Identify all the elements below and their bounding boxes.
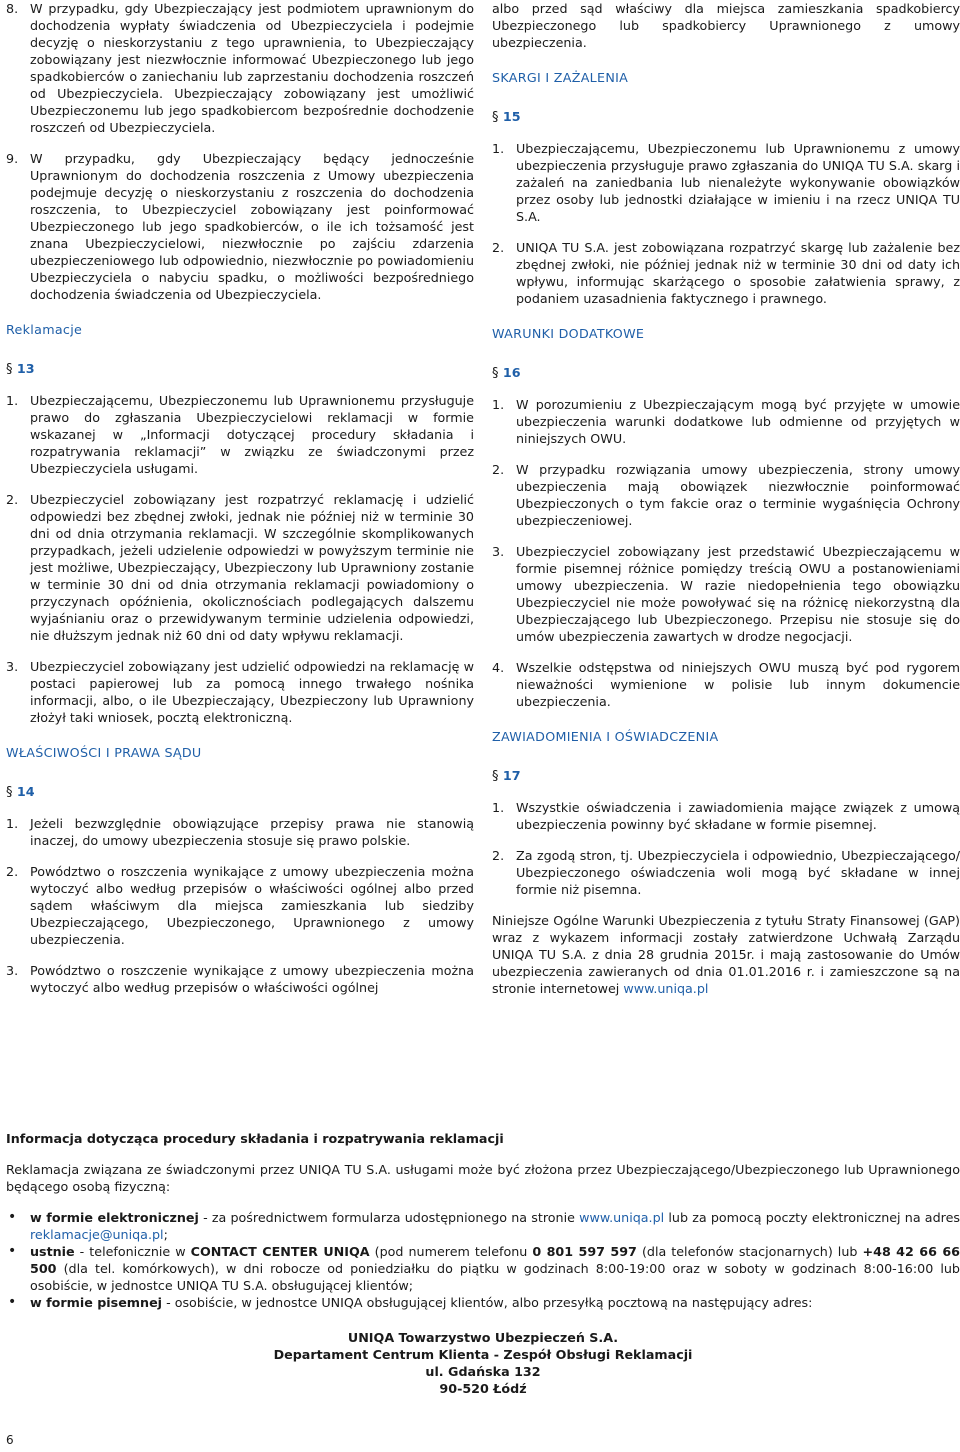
item-13-2: 2. Ubezpieczyciel zobowiązany jest rozpatrzyć reklamację i udzielić odpowiedzi bez zbędnej zwłoki, jednak nie później niż w terminie 30 dni od dnia otrzymania reklamacji. W szczególnie skomplikowanych przypadkach, jeżeli udzielenie odpowiedzi w powyższym terminie nie jest możliwe, Ubezpieczający, Ubezpieczony lub Uprawniony zostanie w terminie 30 dni od dnia otrzymania reklamacji powiadomiony o przyczynach opóźnienia, okolicznościach podlegających dalszemu wyjaśnianiu oraz o przewidywanym terminie udzielenia odpowiedzi, nie dłuższym jednak niż 60 dni od daty wpływu reklamacji. — [6, 492, 474, 643]
reklamacje-email-link[interactable]: reklamacje@uniqa.pl — [30, 1227, 164, 1242]
paragraph-marker-14: § 14 — [6, 784, 35, 800]
postal-address: UNIQA Towarzystwo Ubezpieczeń S.A. Departament Centrum Klienta - Zespół Obsługi Reklamacji ul. Gdańska 132 90-520 Łódź — [273, 1330, 693, 1396]
left-column — [6, 0, 474, 1010]
item-8 — [6, 0, 474, 136]
section-heading-zawiadomienia: ZAWIADOMIENIA I OŚWIADCZENIA — [492, 729, 719, 744]
complaint-channels-list — [6, 1209, 960, 1311]
uniqa-form-link[interactable]: www.uniqa.pl — [579, 1210, 665, 1225]
item-13-1: 1. Ubezpieczającemu, Ubezpieczonemu lub Uprawnionemu przysługuje prawo do zgłaszania Ubezpieczycielowi reklamacji w formie wskazanej w „Informacji dotyczącej procedury składania i rozpatrywania reklamacji” w związku ze świadczonymi przez Ubezpieczyciela usługami. — [6, 393, 474, 476]
channel-written: • w formie pisemnej - osobiście, w jednostce UNIQA obsługującej klientów, albo przesyłką pocztową na następujący adres: — [6, 1294, 960, 1311]
paragraph-marker-16: § 16 — [492, 365, 521, 381]
item-number: 8. — [6, 1, 19, 16]
uniqa-website-link[interactable]: www.uniqa.pl — [623, 981, 709, 996]
section-heading-warunki: WARUNKI DODATKOWE — [492, 326, 645, 341]
paragraph-marker-13: § 13 — [6, 361, 35, 377]
paragraph-marker-17: § 17 — [492, 768, 521, 784]
item-13-3: 3. Ubezpieczyciel zobowiązany jest udzielić odpowiedzi na reklamację w postaci papierowej lub za pomocą innego trwałego nośnika informacji, albo, o ile Ubezpieczający, Ubezpieczony lub Uprawniony złożył taki wniosek, pocztą elektroniczną. — [6, 659, 474, 725]
right-column — [492, 0, 960, 1011]
item-15-2: 2. UNIQA TU S.A. jest zobowiązana rozpatrzyć skargę lub zażalenie bez zbędnej zwłoki, nie później jednak niż w terminie 30 dni od daty ich wpływu, informując skarżącego o sposobie załatwienia sprawy, z podaniem uzasadnienia faktycznego i prawnego. — [492, 240, 960, 306]
page-number: 6 — [6, 1433, 14, 1447]
info-intro: Reklamacja związana ze świadczonymi przez UNIQA TU S.A. usługami może być złożona przez Ubezpieczającego/Ubezpieczonego lub Uprawnionego będącego osobą fizyczną: — [6, 1162, 960, 1194]
item-text: W przypadku, gdy Ubezpieczający będący jednocześnie Uprawnionym do dochodzenia roszczenia z Umowy ubezpieczenia podejmuje decyzję o nieskorzystaniu z roszczenia do dochodzenia roszczenia, to Ubezpieczyciel zobowiązany jest poinformować Ubezpieczonego lub jego spadkobierców, o ile ich tożsamość jest znana Ubezpieczycielowi, niezwłocznie po zajściu zdarzenia ubezpieczeniowego lub odpowiednio, niezwłocznie po powiadomieniu Ubezpieczyciela o nabyciu spadku, o możliwości bezpośredniego dochodzenia świadczenia od Ubezpieczyciela. — [30, 151, 474, 302]
item-17-1: 1. Wszystkie oświadczenia i zawiadomienia mające związek z umową ubezpieczenia powinny być składane w formie pisemnej. — [492, 800, 960, 832]
complaint-procedure-info — [6, 1130, 960, 1397]
item-14-2: 2. Powództwo o roszczenia wynikające z umowy ubezpieczenia można wytoczyć albo według przepisów o właściwości ogólnej albo przed sądem właściwym dla miejsca zamieszkania lub siedziby Ubezpieczającego, Ubezpieczonego, Uprawnionego z umowy ubezpieczenia. — [6, 864, 474, 947]
item-16-2: 2. W przypadku rozwiązania umowy ubezpieczenia, strony umowy ubezpieczenia mają obowiązek niezwłocznie poinformować Ubezpieczonych o tym fakcie oraz o terminie wygaśnięcia Ochrony ubezpieczeniowej. — [492, 462, 960, 528]
info-title: Informacja dotycząca procedury składania i rozpatrywania reklamacji — [6, 1131, 504, 1146]
item-15-1: 1. Ubezpieczającemu, Ubezpieczonemu lub Uprawnionemu z umowy ubezpieczenia przysługuje prawo zgłaszania do UNIQA TU S.A. skarg i zażaleń na zaniedbania lub nienależyte wykonywanie obowiązków przez osoby lub jednostki działające w imieniu i na rzecz UNIQA TU S.A. — [492, 141, 960, 224]
item-16-4: 4. Wszelkie odstępstwa od niniejszych OWU muszą być pod rygorem nieważności wymienione w polisie lub innym dokumencie ubezpieczenia. — [492, 660, 960, 709]
section-heading-reklamacje: Reklamacje — [6, 322, 83, 337]
item-16-3: 3. Ubezpieczyciel zobowiązany jest przedstawić Ubezpieczającemu w formie pisemnej różnice pomiędzy treścią OWU a postanowieniami umowy ubezpieczenia. W razie niedopełnienia tego obowiązku Ubezpieczyciel nie może powoływać się na różnicę niekorzystną dla Ubezpieczającego lub Ubezpieczonego. Przepisu nie stosuje się do umów ubezpieczenia zawartych w drodze negocjacji. — [492, 544, 960, 644]
closing-paragraph: Niniejsze Ogólne Warunki Ubezpieczenia z tytułu Straty Finansowej (GAP) wraz z wykazem informacji zostały zatwierdzone Uchwałą Zarządu UNIQA TU S.A. z dnia 28 grudnia 2015r. i mają zastosowanie do Umów ubezpieczenia zawieranych od dnia 01.01.2016 r. i zamieszczone są na stronie internetowej www.uniqa.pl — [492, 913, 960, 996]
item-number: 9. — [6, 151, 19, 166]
item-17-2: 2. Za zgodą stron, tj. Ubezpieczyciela i odpowiednio, Ubezpieczającego/ Ubezpieczonego oświadczenia woli mogą być składane w innej formie niż pisemna. — [492, 848, 960, 897]
item-text: W przypadku, gdy Ubezpieczający jest podmiotem uprawnionym do dochodzenia wypłaty świadczenia od Ubezpieczyciela i podejmie decyzję o nieskorzystaniu z tego uprawnienia, to Ubezpieczający zobowiązany jest niezwłocznie informować Ubezpieczonego lub jego spadkobierców o zaniechaniu lub zaprzestaniu dochodzenia roszczeń od Ubezpieczyciela. Ubezpieczający zobowiązany jest umożliwić Ubezpieczonemu lub jego spadkobiercom bezpośrednie dochodzenie roszczeń od Ubezpieczyciela. — [30, 1, 474, 135]
section-heading-skargi: SKARGI I ZAŻALENIA — [492, 70, 629, 85]
channel-electronic: • w formie elektronicznej - za pośrednictwem formularza udostępnionego na stronie www.uniqa.pl lub za pomocą poczty elektronicznej na adres reklamacje@uniqa.pl; — [6, 1209, 960, 1243]
channel-oral: • ustnie - telefonicznie w CONTACT CENTER UNIQA (pod numerem telefonu 0 801 597 597 (dla telefonów stacjonarnych) lub +48 42 66 66 500 (dla tel. komórkowych), w dni robocze od poniedziałku do piątku w godzinach 8:00-19:00 oraz w soboty w godzinach 8:00-16:00 lub osobiście, w jednostce UNIQA TU S.A. obsługującej klientów; — [6, 1243, 960, 1294]
paragraph-marker-15: § 15 — [492, 109, 521, 125]
item-16-1: 1. W porozumieniu z Ubezpieczającym mogą być przyjęte w umowie ubezpieczenia warunki dodatkowe lub odmienne od przyjętych w niniejszych OWU. — [492, 397, 960, 446]
continuation-text: albo przed sąd właściwy dla miejsca zamieszkania spadkobiercy Ubezpieczonego lub spadkobiercy Uprawnionego z umowy ubezpieczenia. — [492, 1, 960, 50]
item-14-1: 1. Jeżeli bezwzględnie obowiązujące przepisy prawa nie stanowią inaczej, do umowy ubezpieczenia stosuje się prawo polskie. — [6, 816, 474, 848]
item-9 — [6, 150, 474, 303]
section-heading-wlasciwosci: WŁAŚCIWOŚCI I PRAWA SĄDU — [6, 745, 202, 760]
item-14-3: 3. Powództwo o roszczenie wynikające z umowy ubezpieczenia można wytoczyć albo według przepisów o właściwości ogólnej — [6, 963, 474, 995]
